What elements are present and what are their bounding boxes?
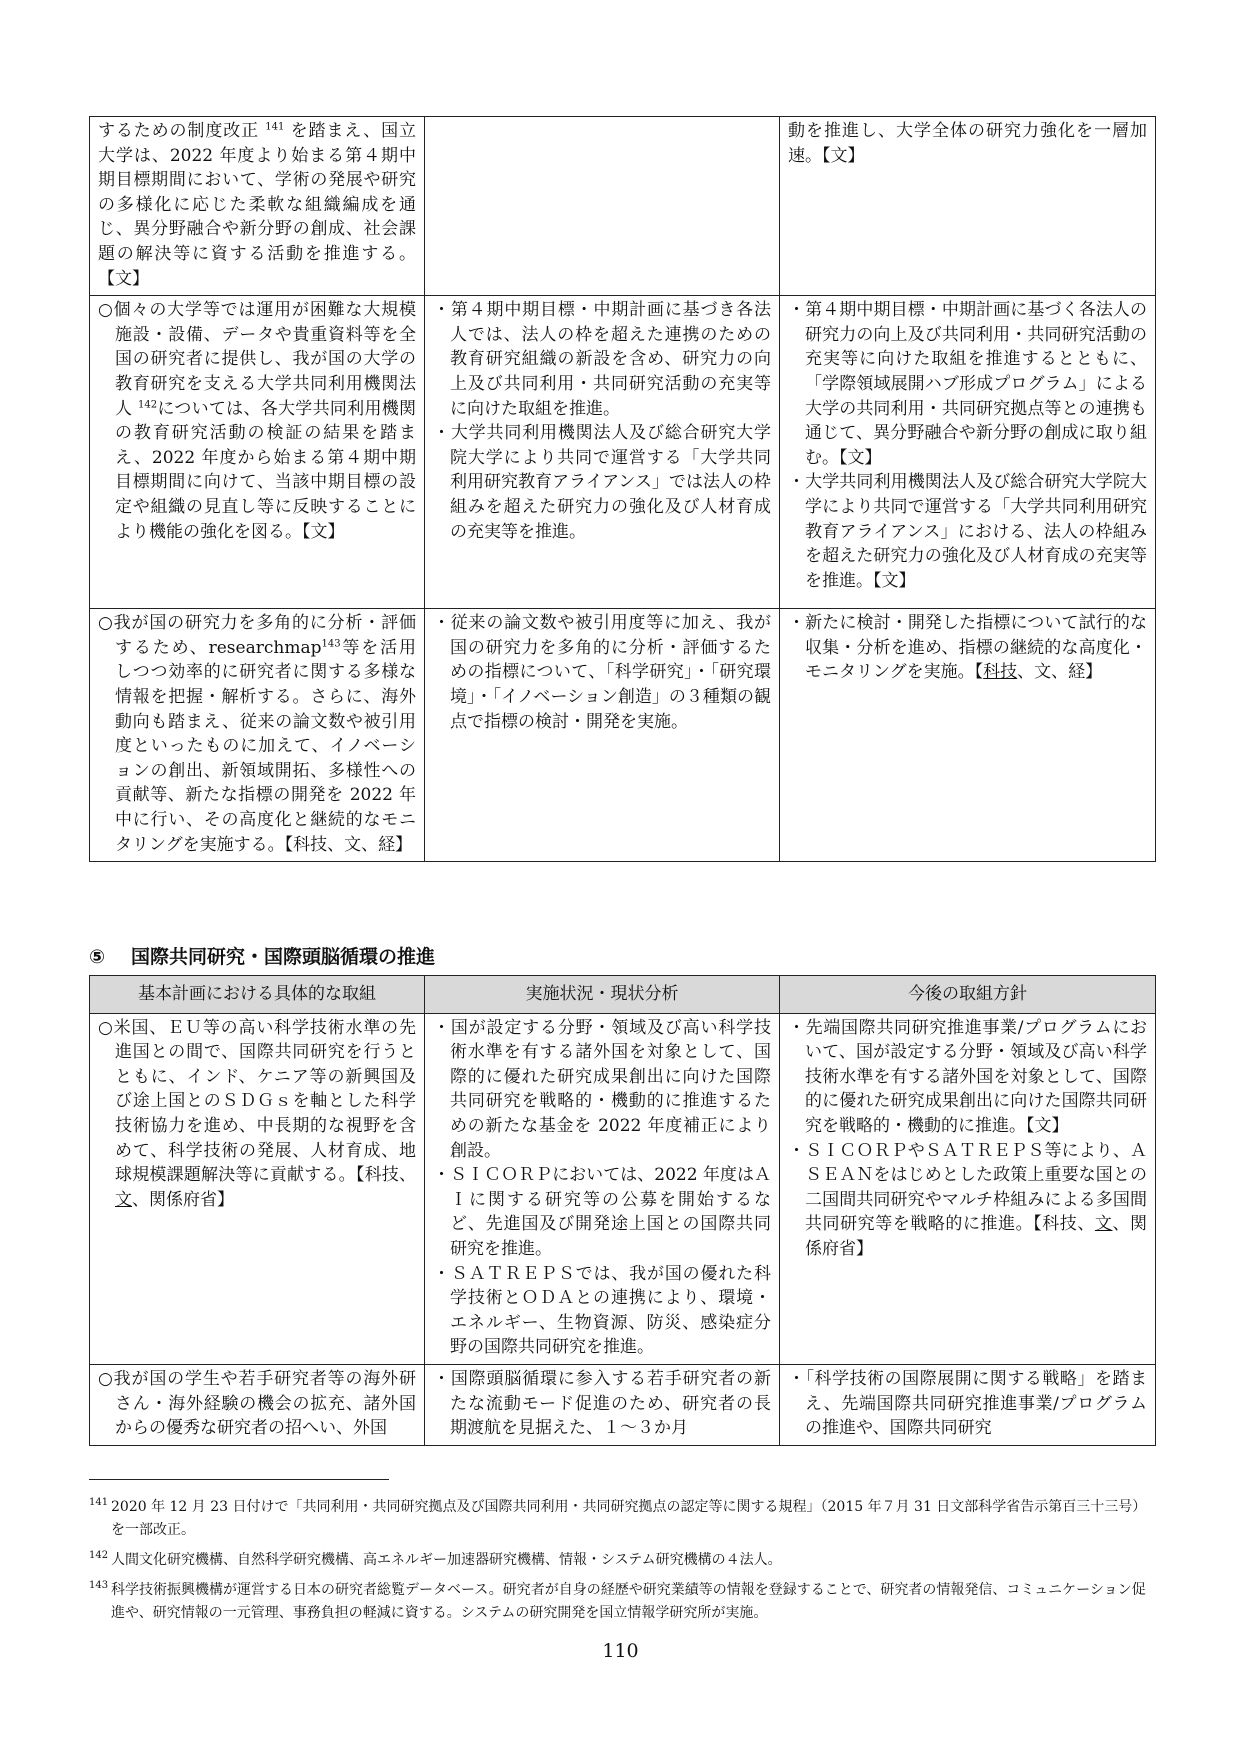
- list-item: ・ＳＡＴＲＥＰＳでは、我が国の優れた科学技術とＯＤＡとの連携により、環境・エネルギー、生物資源、防災、感染症分野の国際共同研究を推進。: [433, 1263, 771, 1358]
- footnote-ref[interactable]: 142: [138, 398, 158, 410]
- footnotes: [89, 1496, 1155, 1632]
- table-cell-policy: [780, 609, 1156, 862]
- list-item: ・大学共同利用機関法人及び総合研究大学院大学により共同で運営する「大学共同利用研究教育アライアンス」では法人の枠組みを超えた研究力の強化及び人材育成の充実等を推進。: [433, 423, 771, 542]
- table-cell-policy: [780, 1364, 1156, 1445]
- table-cell-status: [425, 296, 780, 609]
- list-item: ・ＳＩＣＯＲＰやＳＡＴＲＥＰＳ等により、ＡＳＥＡＮをはじめとした政策上重要な国との二国間共同研究やマルチ枠組みによる多国間共同研究等を戦略的に推進。【科技、文、関係府省】: [788, 1140, 1148, 1259]
- section-heading: [89, 942, 435, 969]
- policy-table-continued: [89, 116, 1156, 862]
- table-cell-status: [425, 1013, 780, 1364]
- table-header-row: [90, 976, 1156, 1014]
- column-header-status: 実施状況・現状分析: [425, 976, 780, 1014]
- table-cell-policy: [780, 296, 1156, 609]
- list-item: ・先端国際共同研究推進事業/プログラムにおいて、国が設定する分野・領域及び高い科学技術水準を有する諸外国を対象として、国際的に優れた研究成果創出に向けた国際共同研究を戦略的・機動的に推進。【文】: [788, 1017, 1147, 1136]
- list-item: ・大学共同利用機関法人及び総合研究大学院大学により共同で運営する「大学共同利用研究教育アライアンス」における、法人の枠組みを超えた研究力の強化及び人材育成の充実等を推進。【文】: [788, 472, 1147, 591]
- list-item: ・従来の論文数や被引用度等に加え、我が国の研究力を多角的に分析・評価するための指標について、「科学研究」・「研究環境」・「イノベーション創造」の３種類の観点で指標の検討・開発を実施。: [433, 613, 771, 732]
- list-item: ・国が設定する分野・領域及び高い科学技術水準を有する諸外国を対象として、国際的に優れた研究成果創出に向けた国際共同研究を戦略的・機動的に推進するための新たな基金を 2022 年度補正により創設。: [433, 1017, 771, 1161]
- page-number: 110: [602, 1640, 639, 1662]
- column-header-policy: 今後の取組方針: [780, 976, 1156, 1014]
- section-number: ⑤: [89, 946, 106, 968]
- footnote-divider: [89, 1479, 389, 1480]
- table-row: [90, 296, 1156, 609]
- footnote-ref[interactable]: 143: [321, 638, 341, 650]
- table-cell-status: [425, 609, 780, 862]
- column-header-plan: 基本計画における具体的な取組: [90, 976, 425, 1014]
- table-cell-policy: 動を推進し、大学全体の研究力強化を一層加速。【文】: [780, 117, 1156, 296]
- table-row: [90, 117, 1156, 296]
- table-row: [90, 609, 1156, 862]
- list-item: ・第４期中期目標・中期計画に基づく各法人の研究力の向上及び共同利用・共同研究活動の充実等に向けた取組を推進するとともに、「学際領域展開ハブ形成プログラム」による大学の共同利用・共同研究拠点等との連携も通じて、異分野融合や新分野の創成に取り組む。【文】: [788, 300, 1147, 468]
- footnote-142: $^{142}$ 人間文化研究機構、自然科学研究機構、高エネルギー加速器研究機構、情報・システム研究機構の４法人。: [89, 1550, 782, 1568]
- table-cell-policy: [780, 1013, 1156, 1364]
- table-cell-status: [425, 117, 780, 296]
- table-cell-plan: ○我が国の学生や若手研究者等の海外研さん・海外経験の機会の拡充、諸外国からの優秀な研究者の招へい、外国: [90, 1364, 425, 1445]
- footnote-141: $^{141}$ 2020 年 12 月 23 日付けで「共同利用・共同研究拠点及び国際共同利用・共同研究拠点の認定等に関する規程」（2015 年７月 31 日文部科学省告示第百三十三号）を一部改正。: [89, 1497, 1147, 1538]
- list-item: ・国際頭脳循環に参入する若手研究者の新たな流動モード促進のため、研究者の長期渡航を見据えた、１～３か月: [433, 1368, 771, 1439]
- table-cell-status: [425, 1364, 780, 1445]
- table-cell-plan: ○米国、ＥＵ等の高い科学技術水準の先進国との間で、国際共同研究を行うとともに、インド、ケニア等の新興国及び途上国とのＳＤＧｓを軸とした科学技術協力を進め、中長期的な視野を含めて、科学技術の発展、人材育成、地球規模課題解決等に貢献する。【科技、文、関係府省】: [90, 1013, 425, 1364]
- footnote-143: $^{143}$ 科学技術振興機構が運営する日本の研究者総覧データベース。研究者が自身の経歴や研究業績等の情報を登録することで、研究者の情報発信、コミュニケーション促進や、研究情報の一元管理、事務負担の軽減に資する。システムの研究開発を国立情報学研究所が実施。: [89, 1580, 1146, 1621]
- table-cell-plan: ○個々の大学等では運用が困難な大規模施設・設備、データや貴重資料等を全国の研究者に提供し、我が国の大学の教育研究を支える大学共同利用機関法人 $^{142}$については、各大学共同利用機関の教育研究活動の検証の結果を踏まえ、2022 年度から始まる第４期中期目標期間に向けて、当該中期目標の設定や組織の見直し等に反映することにより機能の強化を図る。【文】: [90, 296, 425, 609]
- table-cell-plan: するための制度改正 $^{141}$ を踏まえ、国立大学は、2022 年度より始まる第４期中期目標期間において、学術の発展や研究の多様化に応じた柔軟な組織編成を通じ、異分野融合や新分野の創成、社会課題の解決等に資する活動を推進する。【文】: [90, 117, 425, 296]
- list-item: ・第４期中期目標・中期計画に基づき各法人では、法人の枠を超えた連携のための教育研究組織の新設を含め、研究力の向上及び共同利用・共同研究活動の充実等に向けた取組を推進。: [433, 300, 771, 419]
- table-cell-plan: ○我が国の研究力を多角的に分析・評価するため、researchmap$^{143}$等を活用しつつ効率的に研究者に関する多様な情報を把握・解析する。さらに、海外動向も踏まえ、従来の論文数や被引用度といったものに加えて、イノベーションの創出、新領域開拓、多様性への貢献等、新たな指標の開発を 2022 年中に行い、その高度化と継続的なモニタリングを実施する。【科技、文、経】: [90, 609, 425, 862]
- table-row: [90, 1013, 1156, 1364]
- list-item: ・「科学技術の国際展開に関する戦略」を踏まえ、先端国際共同研究推進事業/プログラムの推進や、国際共同研究: [788, 1368, 1147, 1439]
- table-row: [90, 1364, 1156, 1445]
- policy-table-international: [89, 975, 1156, 1446]
- section-title-text: 国際共同研究・国際頭脳循環の推進: [131, 946, 436, 968]
- footnote-ref[interactable]: 141: [265, 121, 285, 133]
- list-item: ・新たに検討・開発した指標について試行的な収集・分析を進め、指標の継続的な高度化・モニタリングを実施。【科技、文、経】: [788, 613, 1147, 683]
- list-item: ・ＳＩＣＯＲＰにおいては、2022 年度はＡＩに関する研究等の公募を開始するなど、先進国及び開発途上国との国際共同研究を推進。: [433, 1165, 771, 1259]
